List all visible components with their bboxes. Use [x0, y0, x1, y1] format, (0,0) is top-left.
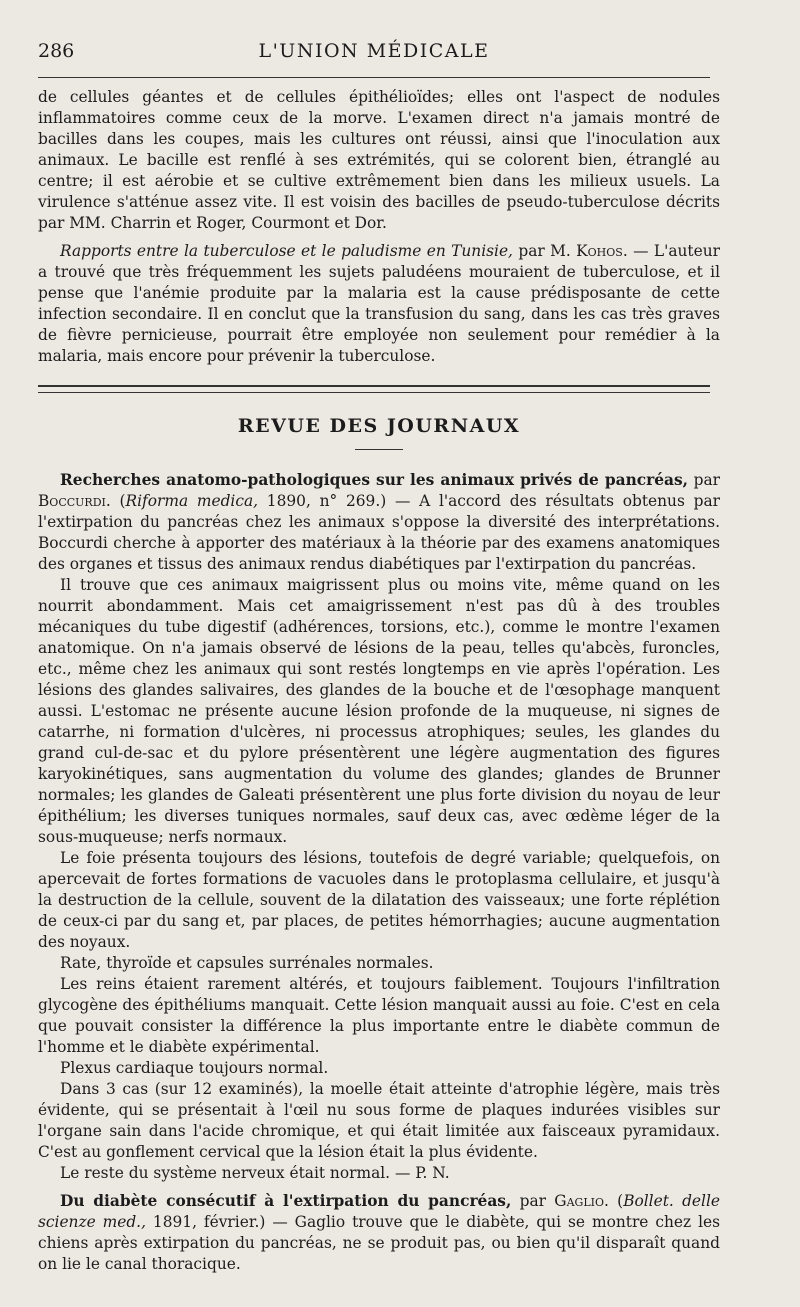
heading-rule: [355, 449, 403, 450]
body-paragraph: Plexus cardiaque toujours normal.: [60, 1059, 329, 1077]
kohos-author: Kohos.: [576, 242, 628, 260]
boccurdi-title: Recherches anatomo-pathologiques sur les animaux privés de pancréas,: [60, 471, 689, 489]
body-paragraph: Il trouve que ces animaux maigrissent plus ou moins vite, même quand on les nourrit abondamment. Mais cet amaigrissement n'est pas dû à des troubles mécaniques du tube digestif (adhérences, torsions, etc.), comme le montre l'examen anatomique. On n'a jamais observé de lésions de la peau, telles qu'abcès, furoncles, etc., même chez les animaux qui sont restés longtemps en vie après l'opération. Les lésions des glandes salivaires, des glandes de la bouche et de l'œsophage manquent aussi. L'estomac ne présente aucune lésion profonde de la muqueuse, ni signes de catarrhe, ni formation d'ulcères, ni processus atrophiques; seules, les glandes du grand cul-de-sac et du pylore présentèrent une légère augmentation des figures karyokinétiques, sans augmentation du volume des glandes; glandes de Brunner normales; les glandes de Galeati présentèrent une plus forte division du noyau de leur épithélium; les diverses tuniques normales, sauf deux cas, avec œdème léger de la sous-muqueuse; nerfs normaux.: [38, 576, 720, 846]
section-heading: REVUE DES JOURNAUX: [237, 415, 521, 437]
gaglio-title: Du diabète consécutif à l'extirpation du pancréas,: [60, 1192, 512, 1210]
signature-paragraph: Le reste du système nerveux était normal. — P. N.: [60, 1164, 450, 1182]
body-paragraph: Les reins étaient rarement altérés, et toujours faiblement. Toujours l'infiltration glycogène des épithéliums manquait. Cette lésion manquait aussi au foie. C'est en cela que pouvait consister la différence la plus importante entre le diabète commun de l'homme et le diabète expérimental.: [38, 975, 720, 1056]
section-divider: [38, 385, 710, 393]
continuation-paragraph: de cellules géantes et de cellules épithélioïdes; elles ont l'aspect de nodules inflammatoires comme ceux de la morve. L'examen direct n'a jamais montré de bacilles dans les coupes, mais les cultures ont réussi, ainsi que l'inoculation aux animaux. Le bacille est renflé à ses extrémités, qui se colorent bien, étranglé au centre; il est aérobie et se cultive extrêmement bien dans les milieux usuels. La virulence s'atténue assez vite. Il est voisin des bacilles de pseudo-tuberculose décrits par MM. Charrin et Roger, Courmont et Dor.: [38, 88, 720, 232]
boccurdi-by: par: [688, 471, 720, 489]
body-paragraph: Rate, thyroïde et capsules surrénales normales.: [60, 954, 434, 972]
gaglio-source-rest: 1891, février.): [145, 1213, 266, 1231]
gaglio-author: Gaglio.: [554, 1192, 609, 1210]
body-paragraph: Dans 3 cas (sur 12 examinés), la moelle était atteinte d'atrophie légère, mais très évidente, qui se présentait à l'œil nu sous forme de plaques indurées visibles sur l'organe sain dans l'acide chromique, et qui était limitée aux faisceaux pyramidaux. C'est au gonflement cervical que la lésion était la plus évidente.: [38, 1080, 720, 1161]
kohos-title: Rapports entre la tuberculose et le paludisme en Tunisie,: [60, 242, 513, 260]
boccurdi-source: Riforma medica,: [125, 492, 259, 510]
kohos-by: par M.: [512, 242, 577, 260]
boccurdi-lead: — A l'accord des résultats obtenus par l'extirpation du pancréas chez les animaux s'oppose la diversité des interprétations. Boccurdi cherche à apporter des matériaux à la théorie par des examens anatomiques des organes et tissus des animaux rendus diabétiques par l'extirpation du pancréas.: [38, 492, 720, 573]
gaglio-source: Bollet. delle scienze med.,: [38, 1192, 720, 1231]
page-number: 286: [38, 40, 75, 62]
page-header: [38, 40, 710, 70]
boccurdi-source-open: (: [110, 492, 126, 510]
gaglio-body: — Gaglio trouve que le diabète, qui se montre chez les chiens après extirpation du pancréas, ne se produit pas, ou bien qu'il disparaît quand on lie le canal thoracique.: [38, 1213, 720, 1273]
spacer: [38, 234, 720, 241]
gaglio-source-open: (: [608, 1192, 624, 1210]
page-body: [38, 87, 720, 1275]
spacer: [38, 1184, 720, 1191]
body-paragraph: Le foie présenta toujours des lésions, toutefois de degré variable; quelquefois, on apercevait de fortes formations de vacuoles dans le protoplasma cellulaire, et jusqu'à la destruction de la cellule, souvent de la dilatation des vaisseaux; une forte réplétion de ceux-ci par du sang et, par places, de petites hémorrhagies; aucune augmentation des noyaux.: [38, 849, 720, 951]
header-rule: [38, 77, 710, 78]
boccurdi-source-rest: 1890, n° 269.): [258, 492, 387, 510]
gaglio-by: par: [511, 1192, 555, 1210]
kohos-body: — L'auteur a trouvé que très fréquemment les sujets paludéens mouraient de tuberculose, et il pense que l'anémie produite par la malaria est la cause prédisposante de cette infection secondaire. Il en conclut que la transfusion du sang, dans les cas très graves de fièvre pernicieuse, pourrait être employée non seulement pour remédier à la malaria, mais encore pour prévenir la tuberculose.: [38, 242, 720, 365]
kohos-paragraph: [38, 241, 720, 367]
boccurdi-author: Boccurdi.: [38, 492, 111, 510]
running-title: L'UNION MÉDICALE: [258, 40, 490, 62]
gaglio-paragraph: [38, 1191, 720, 1275]
boccurdi-lead-paragraph: [38, 470, 720, 575]
